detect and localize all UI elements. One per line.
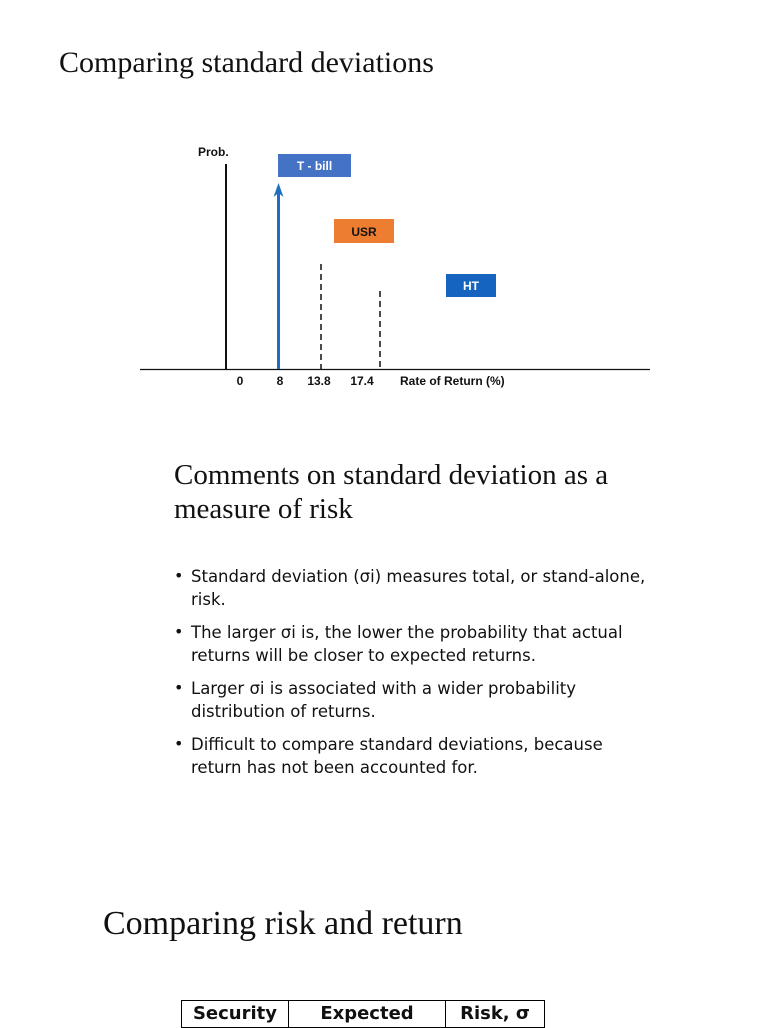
legend-tbill-label: T - bill — [296, 159, 333, 173]
list-item — [174, 677, 654, 723]
legend-usr — [334, 219, 394, 243]
legend-ht — [446, 274, 496, 297]
x-tick-label: 0 — [236, 374, 244, 388]
table-header-cell: Security — [182, 1001, 289, 1028]
list-item — [174, 733, 654, 779]
x-tick-label: 13.8 — [307, 374, 331, 388]
x-axis-label: Rate of Return (%) — [400, 374, 505, 388]
slide-title-risk-return: Comparing risk and return — [103, 905, 463, 942]
bullet-icon: • — [174, 678, 184, 697]
table-header-cell: Risk, σ — [446, 1001, 545, 1028]
bullet-text: Difficult to compare standard deviations, because return has not been accounted for. — [191, 735, 603, 777]
list-item — [174, 621, 654, 667]
std-deviation-chart — [0, 0, 768, 420]
slide-title-comparing-std: Comparing standard deviations — [59, 46, 434, 79]
legend-ht-label: HT — [463, 279, 479, 293]
y-axis-label: Prob. — [198, 145, 229, 159]
x-tick-label: 17.4 — [350, 374, 374, 388]
table-header-row — [182, 1001, 545, 1028]
bullet-list — [174, 565, 654, 789]
x-tick-label: 8 — [276, 374, 284, 388]
legend-tbill — [278, 154, 351, 177]
list-item — [174, 565, 654, 611]
bullet-text: Standard deviation (σi) measures total, or stand-alone, risk. — [191, 567, 646, 609]
bullet-text: The larger σi is, the lower the probability that actual returns will be closer to expected returns. — [191, 623, 623, 665]
bullet-icon: • — [174, 622, 184, 641]
table-header-cell: Expected — [289, 1001, 446, 1028]
legend-usr-label: USR — [351, 225, 377, 239]
slide-title-comments: Comments on standard deviation as a measure of risk — [174, 459, 609, 525]
bullet-text: Larger σi is associated with a wider probability distribution of returns. — [191, 679, 577, 721]
bullet-icon: • — [174, 566, 184, 585]
bullet-icon: • — [174, 734, 184, 753]
